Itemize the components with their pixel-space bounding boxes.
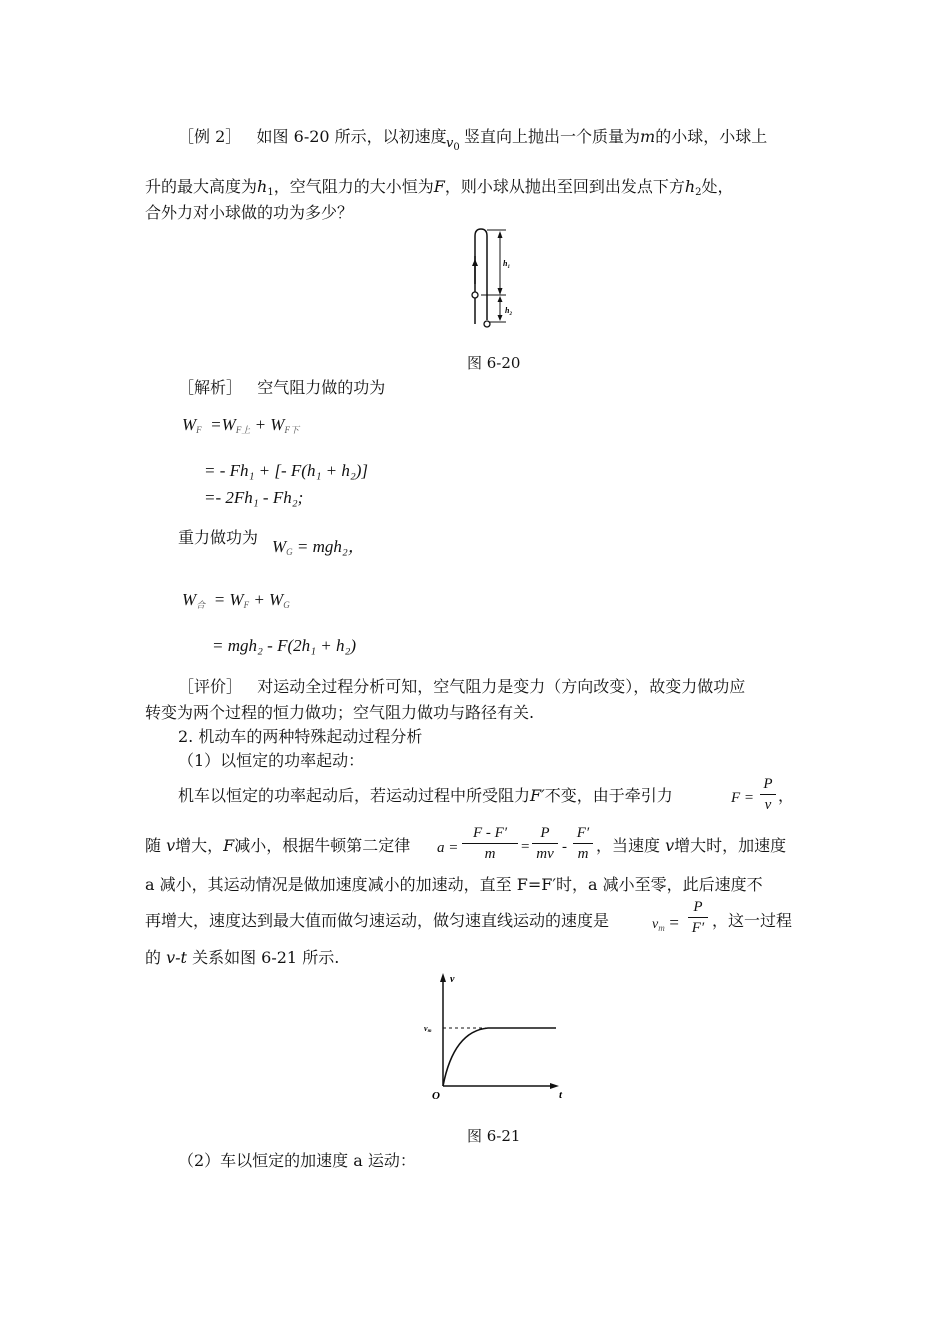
axis-v-label: v [450,974,455,985]
fraction-p-over-f: P F′ [688,898,708,937]
fraction-p-over-mv: P mv [532,824,558,863]
traction-force-eq: F = [731,790,755,806]
section-2-sub2: （2）车以恒定的加速度 a 运动： [178,1151,416,1170]
newton-eq-lhs: a = [437,840,459,856]
equation-wf-line3: =- 2Fh₁ - Fh₂; [204,488,304,507]
vm-label: vm [424,1024,432,1034]
origin-label: O [432,1090,440,1102]
figure-6-20-caption: 图 6-20 [467,354,521,372]
example-line-3: 合外力对小球做的功为多少？ [145,203,354,222]
initial-velocity-symbol: $v_0$ [446,136,460,153]
newton-eq-equals: = [521,839,530,855]
equation-wf: $W_F =W_{F上} + W_{F下}$ [182,415,299,435]
fraction-f-over-m: F′ m [573,824,593,863]
figure-6-21 [420,968,570,1104]
example-line-1: ［例 2］ 如图 6-20 所示，以初速度 [178,127,447,146]
power-start-line-3: a 减小，其运动情况是做加速度减小的加速动，直至 F=F′时，a 减小至零，此后速度不 [145,875,763,894]
gravity-work-line: 重力做功为 [178,528,259,547]
velocity-curve [443,1028,556,1086]
section-2-sub1: （1）以恒定的功率起动： [178,751,365,770]
newton-eq-minus: - [562,839,567,855]
example-line-1b: 竖直向上抛出一个质量为m的小球，小球上 [464,127,768,146]
analysis-line: ［解析］ 空气阻力做的功为 [178,378,386,397]
example-label: ［例 2］ [178,127,242,146]
power-start-line-2b: ，当速度 v增大时，加速度 [596,836,787,855]
total-work-eq-line2: = mgh₂ - F(2h₁ + h₂) [212,636,357,655]
up-arrow [472,259,478,266]
review-line-1: ［评价］ 对运动全过程分析可知，空气阻力是变力（方向改变），故变力做功应 [178,677,746,696]
power-start-line-2a: 随 v增大，F减小，根据牛顿第二定律 [145,836,411,855]
section-2-title: 2. 机动车的两种特殊起动过程分析 [178,727,423,746]
example-line-2: 升的最大高度为$h_1$，空气阻力的大小恒为F，则小球从抛出至回到出发点下方$h_2$处， [145,177,734,198]
power-start-line-1: 机车以恒定的功率起动后，若运动过程中所受阻力F′不变，由于牵引力 [178,786,673,805]
power-start-line-4b: ，这一过程 [712,911,793,930]
max-velocity-symbol: $v_m$ = [652,913,680,933]
power-start-line-4a: 再增大，速度达到最大值而做匀速运动，做匀速直线运动的速度是 [145,911,610,930]
analysis-label: ［解析］ [178,378,243,397]
traction-comma: ， [778,786,795,805]
total-work-eq: $W_合 = W_F + W_G$ [182,590,290,610]
equation-wf-line2: = - Fh₁ + [- F(h₁ + h₂)] [204,461,369,480]
ball-trajectory [475,229,487,324]
label-h1: $h_1$ [503,259,510,270]
review-label: ［评价］ [178,677,243,696]
axis-t-label: t [559,1089,563,1101]
power-start-line-5: 的 v-t 关系如图 6-21 所示. [145,948,340,967]
gravity-work-eq: $W_G = mgh_2$， [272,537,365,557]
fraction-p-over-v: P v [760,775,776,814]
review-line-2: 转变为两个过程的恒力做功；空气阻力做功与路径有关. [145,703,535,722]
fraction-net-force: F - F′ m [462,824,518,863]
label-h2: $h_2$ [505,306,512,317]
figure-6-21-caption: 图 6-21 [467,1127,521,1145]
figure-6-20 [462,226,532,332]
ball-start [472,292,478,298]
